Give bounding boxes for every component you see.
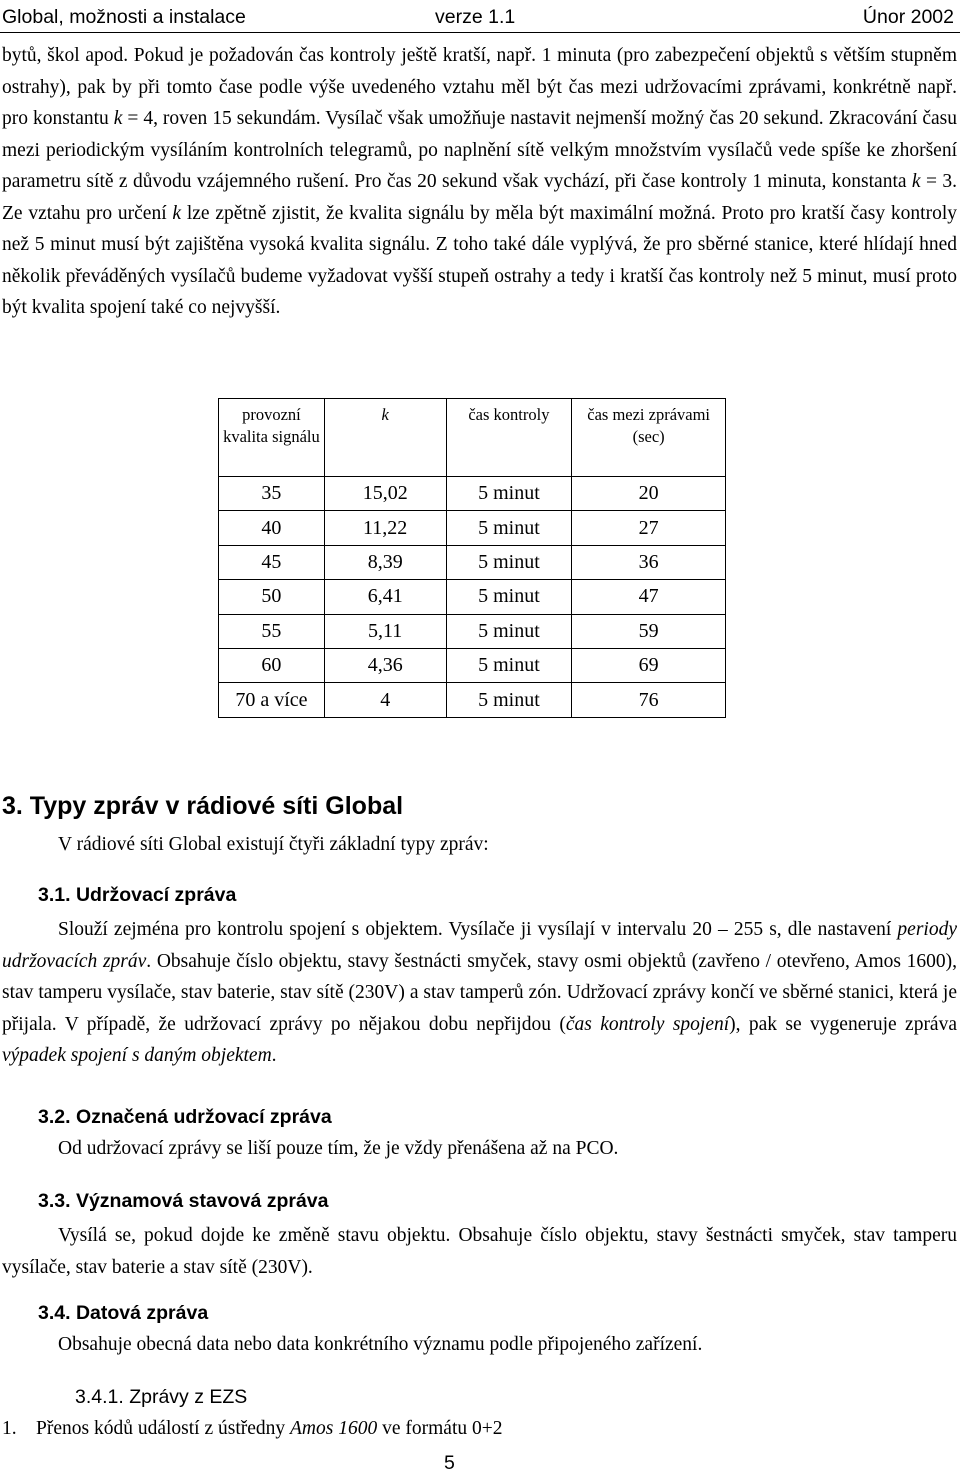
list-text: Přenos kódů událostí z ústředny	[36, 1418, 291, 1439]
table-cell: 8,39	[324, 545, 446, 579]
table-header-check-time: čas kontroly	[446, 399, 572, 477]
table-cell: 5 minut	[446, 511, 572, 545]
table-row	[219, 683, 726, 717]
table-cell: 4	[324, 683, 446, 717]
para-emphasis: čas kontroly spojení	[565, 1013, 730, 1035]
para-text: = 4, roven 15 sekundám. Vysílač však umožňuje nastavit nejmenší možný čas 20 sekund. Zkracování času mezi periodickým vysíláním kontrolních telegramů, po naplnění sítě velkým množstvím vysílačů vede spíše ke zhoršení parametru sítě z důvodu vzájemného rušení. Pro čas 20 sekund však vychází, při čase kontroly 1 minuta, konstanta	[2, 108, 957, 192]
para-text: .	[271, 1045, 277, 1066]
section-3-1-text	[2, 914, 957, 1072]
header-date: Únor 2002	[862, 6, 954, 28]
section-3-4-text: Obsahuje obecná data nebo data konkrétního významu podle připojeného zařízení.	[58, 1334, 703, 1355]
section-3-2-title: 3.2. Označená udržovací zpráva	[38, 1106, 332, 1128]
table-cell: 4,36	[324, 648, 446, 682]
table-cell: 6,41	[324, 580, 446, 614]
section-3-2-text: Od udržovací zprávy se liší pouze tím, že je vždy přenášena až na PCO.	[58, 1138, 619, 1159]
para-symbol-k: k	[113, 108, 123, 129]
table-cell: 5 minut	[446, 545, 572, 579]
table-cell: 47	[572, 580, 726, 614]
table-cell: 36	[572, 545, 726, 579]
table-cell: 70 a více	[219, 683, 325, 717]
table-cell: 50	[219, 580, 325, 614]
table-cell: 5 minut	[446, 614, 572, 648]
table-header-quality: provozní kvalita signálu	[219, 399, 325, 477]
list-text: ve formátu 0+2	[377, 1418, 503, 1439]
section-3-3-title: 3.3. Významová stavová zpráva	[38, 1190, 329, 1212]
para-text: Slouží zejména pro kontrolu spojení s objektem. Vysílače ji vysílají v intervalu 20 – 255 s, dle nastavení	[58, 919, 898, 940]
section-3-4-title: 3.4. Datová zpráva	[38, 1302, 209, 1324]
header-title: Global, možnosti a instalace	[2, 6, 246, 28]
table-header-row	[219, 399, 726, 477]
para-text: lze zpětně zjistit, že kvalita signálu by měla být maximální možná. Proto pro kratší časy kontroly než 5 minut musí být zajištěna vysoká kvalita signálu. Z toho také dále vyplývá, že pro sběrné stanice, které hlídají hned několik převáděných vysílačů budeme vyžadovat vyšší stupeň ostrahy a tedy i kratší čas kontroly než 5 minut, musí proto být kvalita spojení také co nejvyšší.	[2, 202, 957, 318]
table-body	[219, 477, 726, 718]
table-cell: 55	[219, 614, 325, 648]
table-row	[219, 648, 726, 682]
para-text: . Obsahuje číslo objektu, stavy šestnácti smyček, stavy osmi objektů (zavřeno / otevřeno, Amos 1600), stav tamperu vysílače, stav baterie, stav sítě (230V) a stav tamperů zón. Udržovací zprávy končí ve sběrné stanici, která je přijala. V případě, že udržovací zprávy po nějakou dobu nepřijdou (	[2, 950, 957, 1035]
table-cell: 11,22	[324, 511, 446, 545]
table-row	[219, 580, 726, 614]
table-cell: 45	[219, 545, 325, 579]
table-cell: 5,11	[324, 614, 446, 648]
table-cell: 35	[219, 477, 325, 511]
section-3-intro: V rádiové síti Global existují čtyři základní typy zpráv:	[58, 834, 489, 855]
para-emphasis: periody udržovacích zpráv	[2, 919, 957, 972]
table-header-interval: čas mezi zprávami (sec)	[572, 399, 726, 477]
section-3-1-title: 3.1. Udržovací zpráva	[38, 884, 237, 906]
table-cell: 5 minut	[446, 648, 572, 682]
page-number: 5	[444, 1452, 455, 1474]
section-3-title: 3. Typy zpráv v rádiové síti Global	[2, 792, 404, 820]
table-cell: 15,02	[324, 477, 446, 511]
table-row	[219, 545, 726, 579]
table-cell: 59	[572, 614, 726, 648]
list-number: 1.	[2, 1418, 17, 1439]
paragraph-intro	[2, 40, 957, 324]
table-cell: 27	[572, 511, 726, 545]
para-symbol-k: k	[911, 171, 921, 192]
table-cell: 76	[572, 683, 726, 717]
table-row	[219, 511, 726, 545]
section-3-4-1-title: 3.4.1. Zprávy z EZS	[75, 1386, 248, 1408]
list-item	[2, 1418, 503, 1440]
page-header	[0, 2, 960, 33]
table-row	[219, 477, 726, 511]
section-3-3-text: Vysílá se, pokud dojde ke změně stavu objektu. Obsahuje číslo objektu, stavy šestnácti smyček, stav tamperu vysílače, stav baterie a stav sítě (230V).	[2, 1225, 957, 1278]
table-cell: 5 minut	[446, 477, 572, 511]
table-cell: 20	[572, 477, 726, 511]
para-text: bytů, škol apod. Pokud je požadován čas kontroly ještě kratší, např. 1 minuta (pro zabezpečení objektů s větším stupněm ostrahy), pak by při tomto čase podle výše uvedeného vztahu měl být čas mezi udržovacími zprávami, konkrétně např. pro konstantu	[2, 45, 957, 129]
table-cell: 5 minut	[446, 580, 572, 614]
table-row	[219, 614, 726, 648]
para-symbol-k: k	[172, 202, 182, 224]
signal-quality-table	[218, 398, 726, 718]
para-text: ), pak se vygeneruje zpráva	[729, 1013, 957, 1035]
para-text: = 3. Ze vztahu pro určení	[2, 171, 957, 224]
table-cell: 69	[572, 648, 726, 682]
header-version: verze 1.1	[435, 6, 516, 28]
table-header-k: k	[324, 399, 446, 477]
table-cell: 5 minut	[446, 683, 572, 717]
para-emphasis: výpadek spojení s daným objektem	[2, 1045, 272, 1066]
table-cell: 40	[219, 511, 325, 545]
list-emphasis: Amos 1600	[290, 1418, 378, 1439]
table-cell: 60	[219, 648, 325, 682]
